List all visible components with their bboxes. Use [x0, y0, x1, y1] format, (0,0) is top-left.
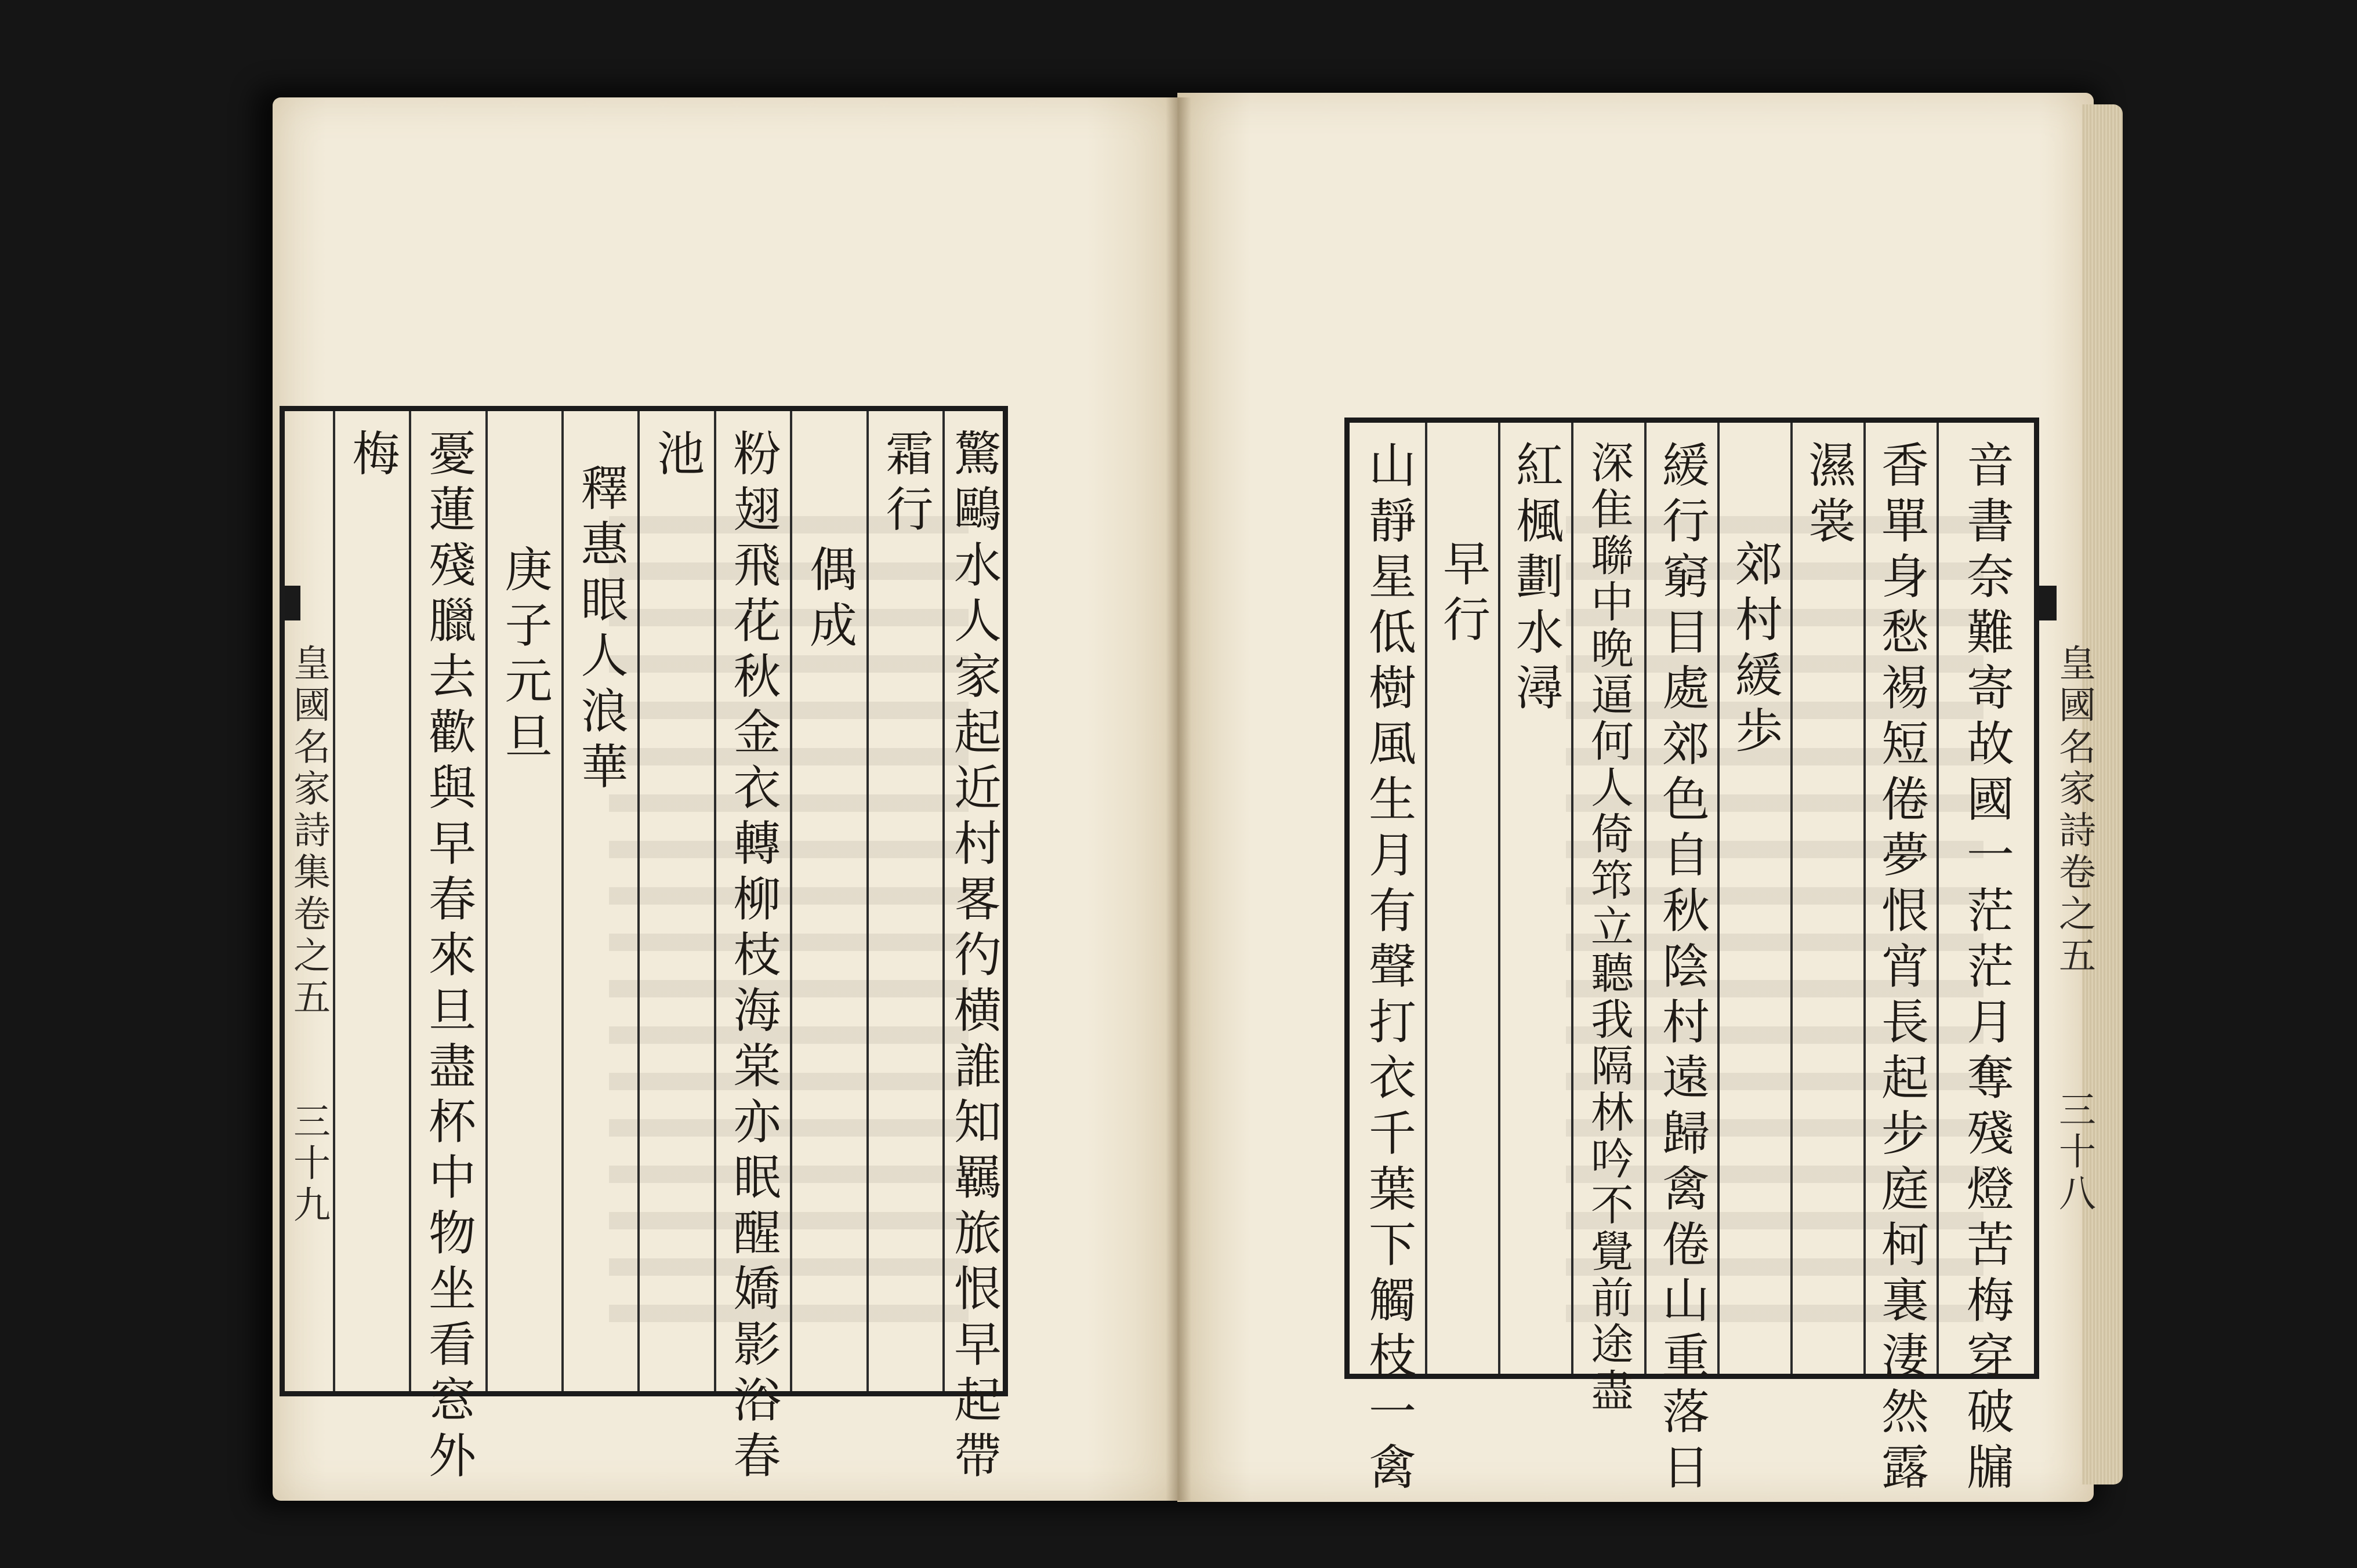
text-column: [1647, 423, 1717, 1498]
author-line: 釋惠眼人浪華: [573, 463, 628, 797]
text-column: [1573, 423, 1644, 1414]
text-column: [1427, 423, 1498, 1374]
text-column: [1939, 423, 2034, 1498]
right-margin-title: 皇國名家詩卷之五: [2053, 644, 2095, 978]
text-column: [1500, 423, 1571, 1374]
column-text: 池: [649, 429, 705, 484]
text-column: [1720, 423, 1790, 1374]
column-text: 梅: [345, 429, 400, 484]
left-page-number: 三十九: [287, 1102, 330, 1227]
book-gutter: [1166, 97, 1191, 1501]
text-column: [716, 411, 790, 1486]
text-column: [1793, 423, 1863, 1374]
poem-title: 偶成: [802, 545, 857, 656]
column-text: 緩行窮目處郊色自秋陰村遠歸禽倦山重落日: [1654, 440, 1710, 1498]
column-text: 驚鷗水人家起近村畧彴横誰知羈旅恨早起帶: [946, 429, 1002, 1486]
text-column: [945, 411, 1003, 1486]
column-text: 深隹聯中晩逼何人倚筇立聽我隔林吟不覺前途盡: [1584, 440, 1634, 1414]
poem-title: 郊村緩歩: [1727, 539, 1783, 761]
column-text: 紅楓劃水潯: [1508, 440, 1564, 718]
poem-title: 早行: [1435, 539, 1491, 650]
right-page-number: 三十八: [2053, 1090, 2095, 1215]
text-column: [335, 411, 409, 1391]
text-column: [1866, 423, 1937, 1498]
column-text: 粉翅飛花秋金衣轉柳枝海棠亦眠醒嬌影浴春: [726, 429, 781, 1486]
column-text: 音書奈難寄故國一茫茫月奪殘燈苦梅穿破牖: [1959, 440, 2014, 1498]
right-text-frame: [1344, 418, 2039, 1498]
left-margin-title: 皇國名家詩集卷之五: [287, 644, 330, 1019]
left-text-frame: [280, 406, 1008, 1486]
column-text: 山靜星低樹風生月有聲打衣千葉下觸枝一禽: [1361, 440, 1416, 1498]
text-column: [411, 411, 485, 1486]
text-column: [488, 411, 561, 1391]
text-column: [1352, 423, 1425, 1498]
column-text: 香單身愁裼短倦夢恨宵長起步庭柯裏淒然露: [1873, 440, 1929, 1498]
text-column: [869, 411, 942, 1391]
column-text: 霜行: [878, 429, 933, 540]
text-column: [640, 411, 714, 1391]
column-text: 濕裳: [1800, 440, 1856, 551]
text-column: [564, 411, 637, 1391]
column-text: 憂蓮殘臘去歡與早春來旦盡杯中物坐看窓外: [420, 429, 476, 1486]
text-column: [792, 411, 866, 1391]
poem-title: 庚子元旦: [497, 545, 552, 767]
